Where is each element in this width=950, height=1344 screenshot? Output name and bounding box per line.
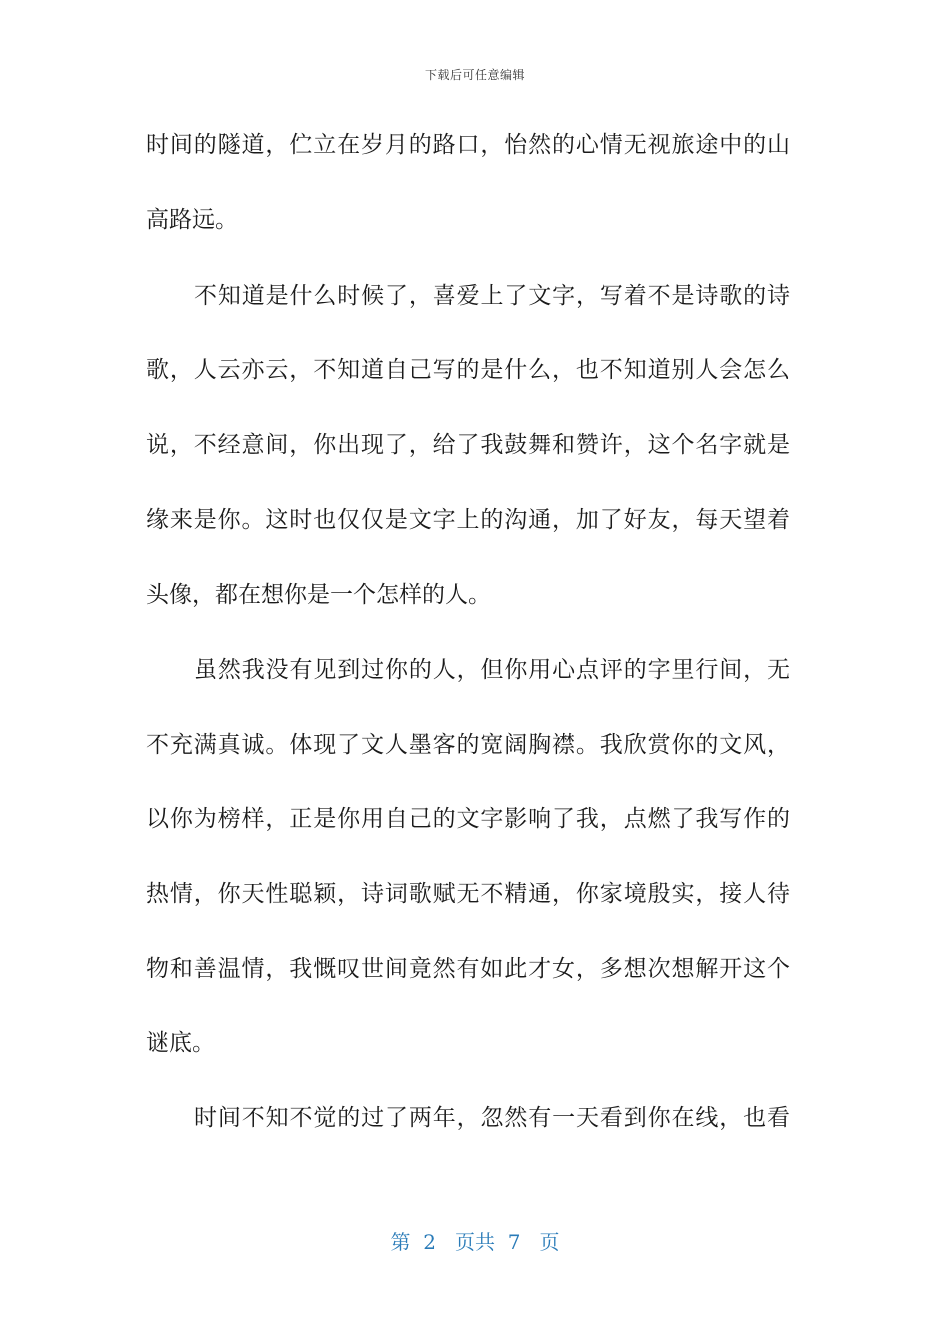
current-page-number: 2 bbox=[423, 1230, 436, 1254]
total-pages-number: 7 bbox=[507, 1230, 521, 1254]
header-note: 下载后可任意编辑 bbox=[424, 68, 525, 82]
footer-prefix: 第 bbox=[390, 1230, 411, 1254]
text-line: 缘来是你。这时也仅仅是文字上的沟通，加了好友，每天望着 bbox=[146, 507, 790, 533]
text-line: 热情，你天性聪颖，诗词歌赋无不精通，你家境殷实，接人待 bbox=[146, 881, 790, 907]
text-line: 歌，人云亦云，不知道自己写的是什么，也不知道别人会怎么 bbox=[146, 357, 790, 383]
text-line: 物和善温情，我慨叹世间竟然有如此才女，多想次想解开这个 bbox=[146, 956, 790, 982]
text-line: 头像，都在想你是一个怎样的人。 bbox=[146, 582, 491, 608]
footer-middle: 页共 bbox=[455, 1230, 495, 1254]
text-line: 虽然我没有见到过你的人，但你用心点评的字里行间，无 bbox=[194, 657, 790, 683]
text-line: 说，不经意间，你出现了，给了我鼓舞和赞许，这个名字就是 bbox=[146, 432, 790, 458]
text-line: 不知道是什么时候了，喜爱上了文字，写着不是诗歌的诗 bbox=[194, 283, 790, 309]
text-line: 时间不知不觉的过了两年，忽然有一天看到你在线，也看 bbox=[194, 1105, 790, 1131]
text-line: 时间的隧道，伫立在岁月的路口，怡然的心情无视旅途中的山 bbox=[146, 132, 790, 158]
text-line: 谜底。 bbox=[146, 1030, 215, 1056]
text-line: 高路远。 bbox=[146, 207, 238, 233]
text-line: 不充满真诚。体现了文人墨客的宽阔胸襟。我欣赏你的文风， bbox=[146, 732, 790, 758]
footer-suffix: 页 bbox=[539, 1230, 560, 1254]
page-footer bbox=[0, 1226, 950, 1255]
text-line: 以你为榜样，正是你用自己的文字影响了我，点燃了我写作的 bbox=[146, 806, 790, 832]
